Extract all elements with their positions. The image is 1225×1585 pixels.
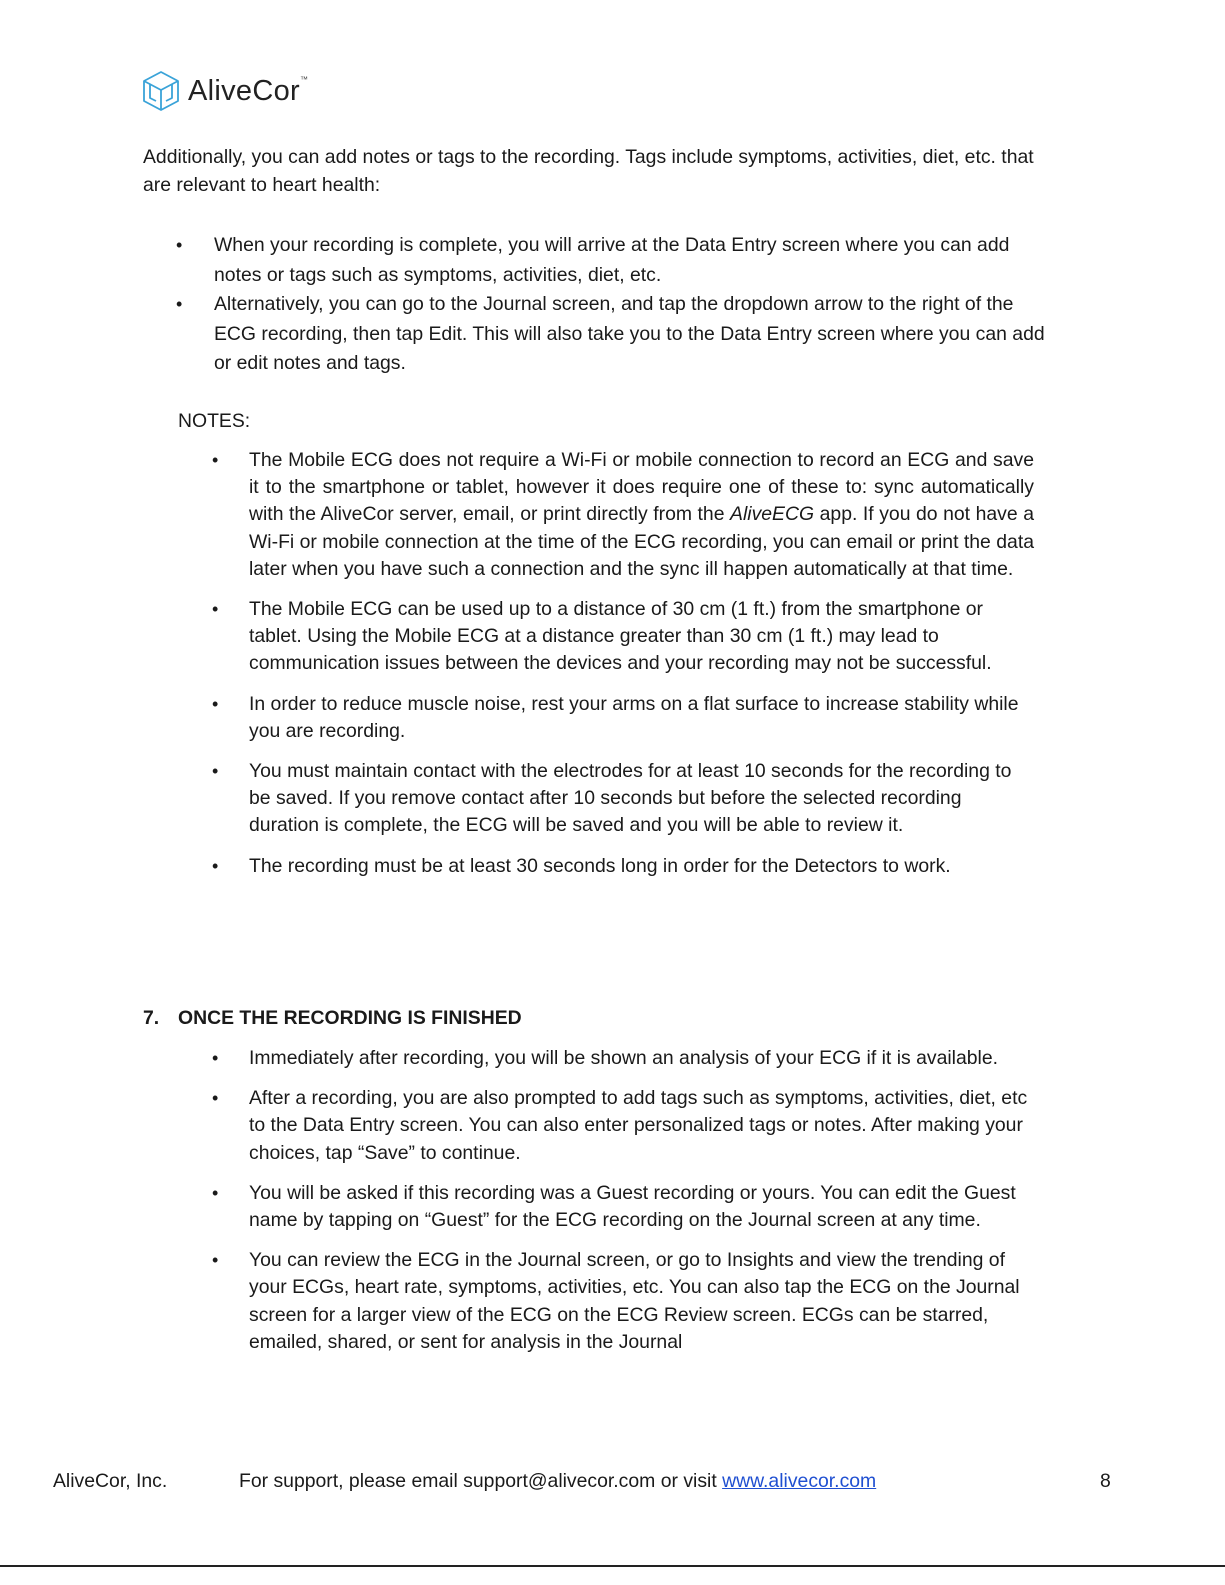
alivecor-cube-icon [142, 70, 180, 112]
website-link[interactable]: www.alivecor.com [722, 1470, 877, 1492]
section-title: ONCE THE RECORDING IS FINISHED [178, 1007, 522, 1029]
list-item: • When your recording is complete, you will arrive at the Data Entry screen where you can add notes or tags such as symptoms, activities, diet, etc. [176, 231, 1046, 290]
list-item: • The Mobile ECG does not require a Wi-Fi or mobile connection to record an ECG and save it to the smartphone or tablet, however it does require one of these to: sync automatically with the AliveCor server, email, or print directly from the AliveECG app. If you do not have a Wi-Fi or mobile connection at the time of the ECG recording, you can email or print the data later when you have such a connection and the sync ill happen automatically at that time. [212, 447, 1034, 583]
list-item: • You must maintain contact with the electrodes for at least 10 seconds for the recording to be saved. If you remove contact after 10 seconds but before the selected recording duration is complete, the ECG will be saved and you will be able to review it. [212, 758, 1034, 840]
finished-list [212, 1045, 1034, 1369]
bottom-divider [0, 1565, 1225, 1567]
intro-paragraph: Additionally, you can add notes or tags to the recording. Tags include symptoms, activities, diet, etc. that are relevant to heart health: [143, 146, 1034, 196]
notes-list [212, 447, 1034, 893]
list-item: • Alternatively, you can go to the Journal screen, and tap the dropdown arrow to the right of the ECG recording, then tap Edit. This will also take you to the Data Entry screen where you can add or edit notes and tags. [176, 290, 1046, 379]
page-number: 8 [1100, 1470, 1111, 1492]
app-name: AliveECG [730, 503, 815, 526]
notes-label: NOTES: [178, 410, 251, 432]
list-item: • Immediately after recording, you will be shown an analysis of your ECG if it is available. [212, 1045, 1034, 1072]
list-item: • The recording must be at least 30 seconds long in order for the Detectors to work. [212, 853, 1034, 880]
list-item: • After a recording, you are also prompted to add tags such as symptoms, activities, diet, etc to the Data Entry screen. You can also enter personalized tags or notes. After making your choices, tap “Save” to continue. [212, 1085, 1034, 1167]
logo-wordmark: AliveCor™ [188, 74, 309, 107]
footer-support: For support, please email support@alivecor.com or visit www.alivecor.com [239, 1470, 877, 1492]
list-item: • You can review the ECG in the Journal screen, or go to Insights and view the trending of your ECGs, heart rate, symptoms, activities, etc. You can also tap the ECG on the Journal screen for a larger view of the ECG on the ECG Review screen. ECGs can be starred, emailed, shared, or sent for analysis in the Journal [212, 1247, 1034, 1356]
intro-bullet-list [176, 231, 1046, 379]
list-item: • You will be asked if this recording was a Guest recording or yours. You can edit the Guest name by tapping on “Guest” for the ECG recording on the Journal screen at any time. [212, 1180, 1034, 1234]
alivecor-logo [142, 70, 308, 112]
section-number: 7. [143, 1007, 160, 1029]
list-item: • In order to reduce muscle noise, rest your arms on a flat surface to increase stability while you are recording. [212, 691, 1034, 745]
section-heading [143, 1004, 522, 1032]
footer-company: AliveCor, Inc. [53, 1470, 168, 1492]
list-item: • The Mobile ECG can be used up to a distance of 30 cm (1 ft.) from the smartphone or tablet. Using the Mobile ECG at a distance greater than 30 cm (1 ft.) may lead to communication issues between the devices and your recording may not be successful. [212, 596, 1034, 678]
